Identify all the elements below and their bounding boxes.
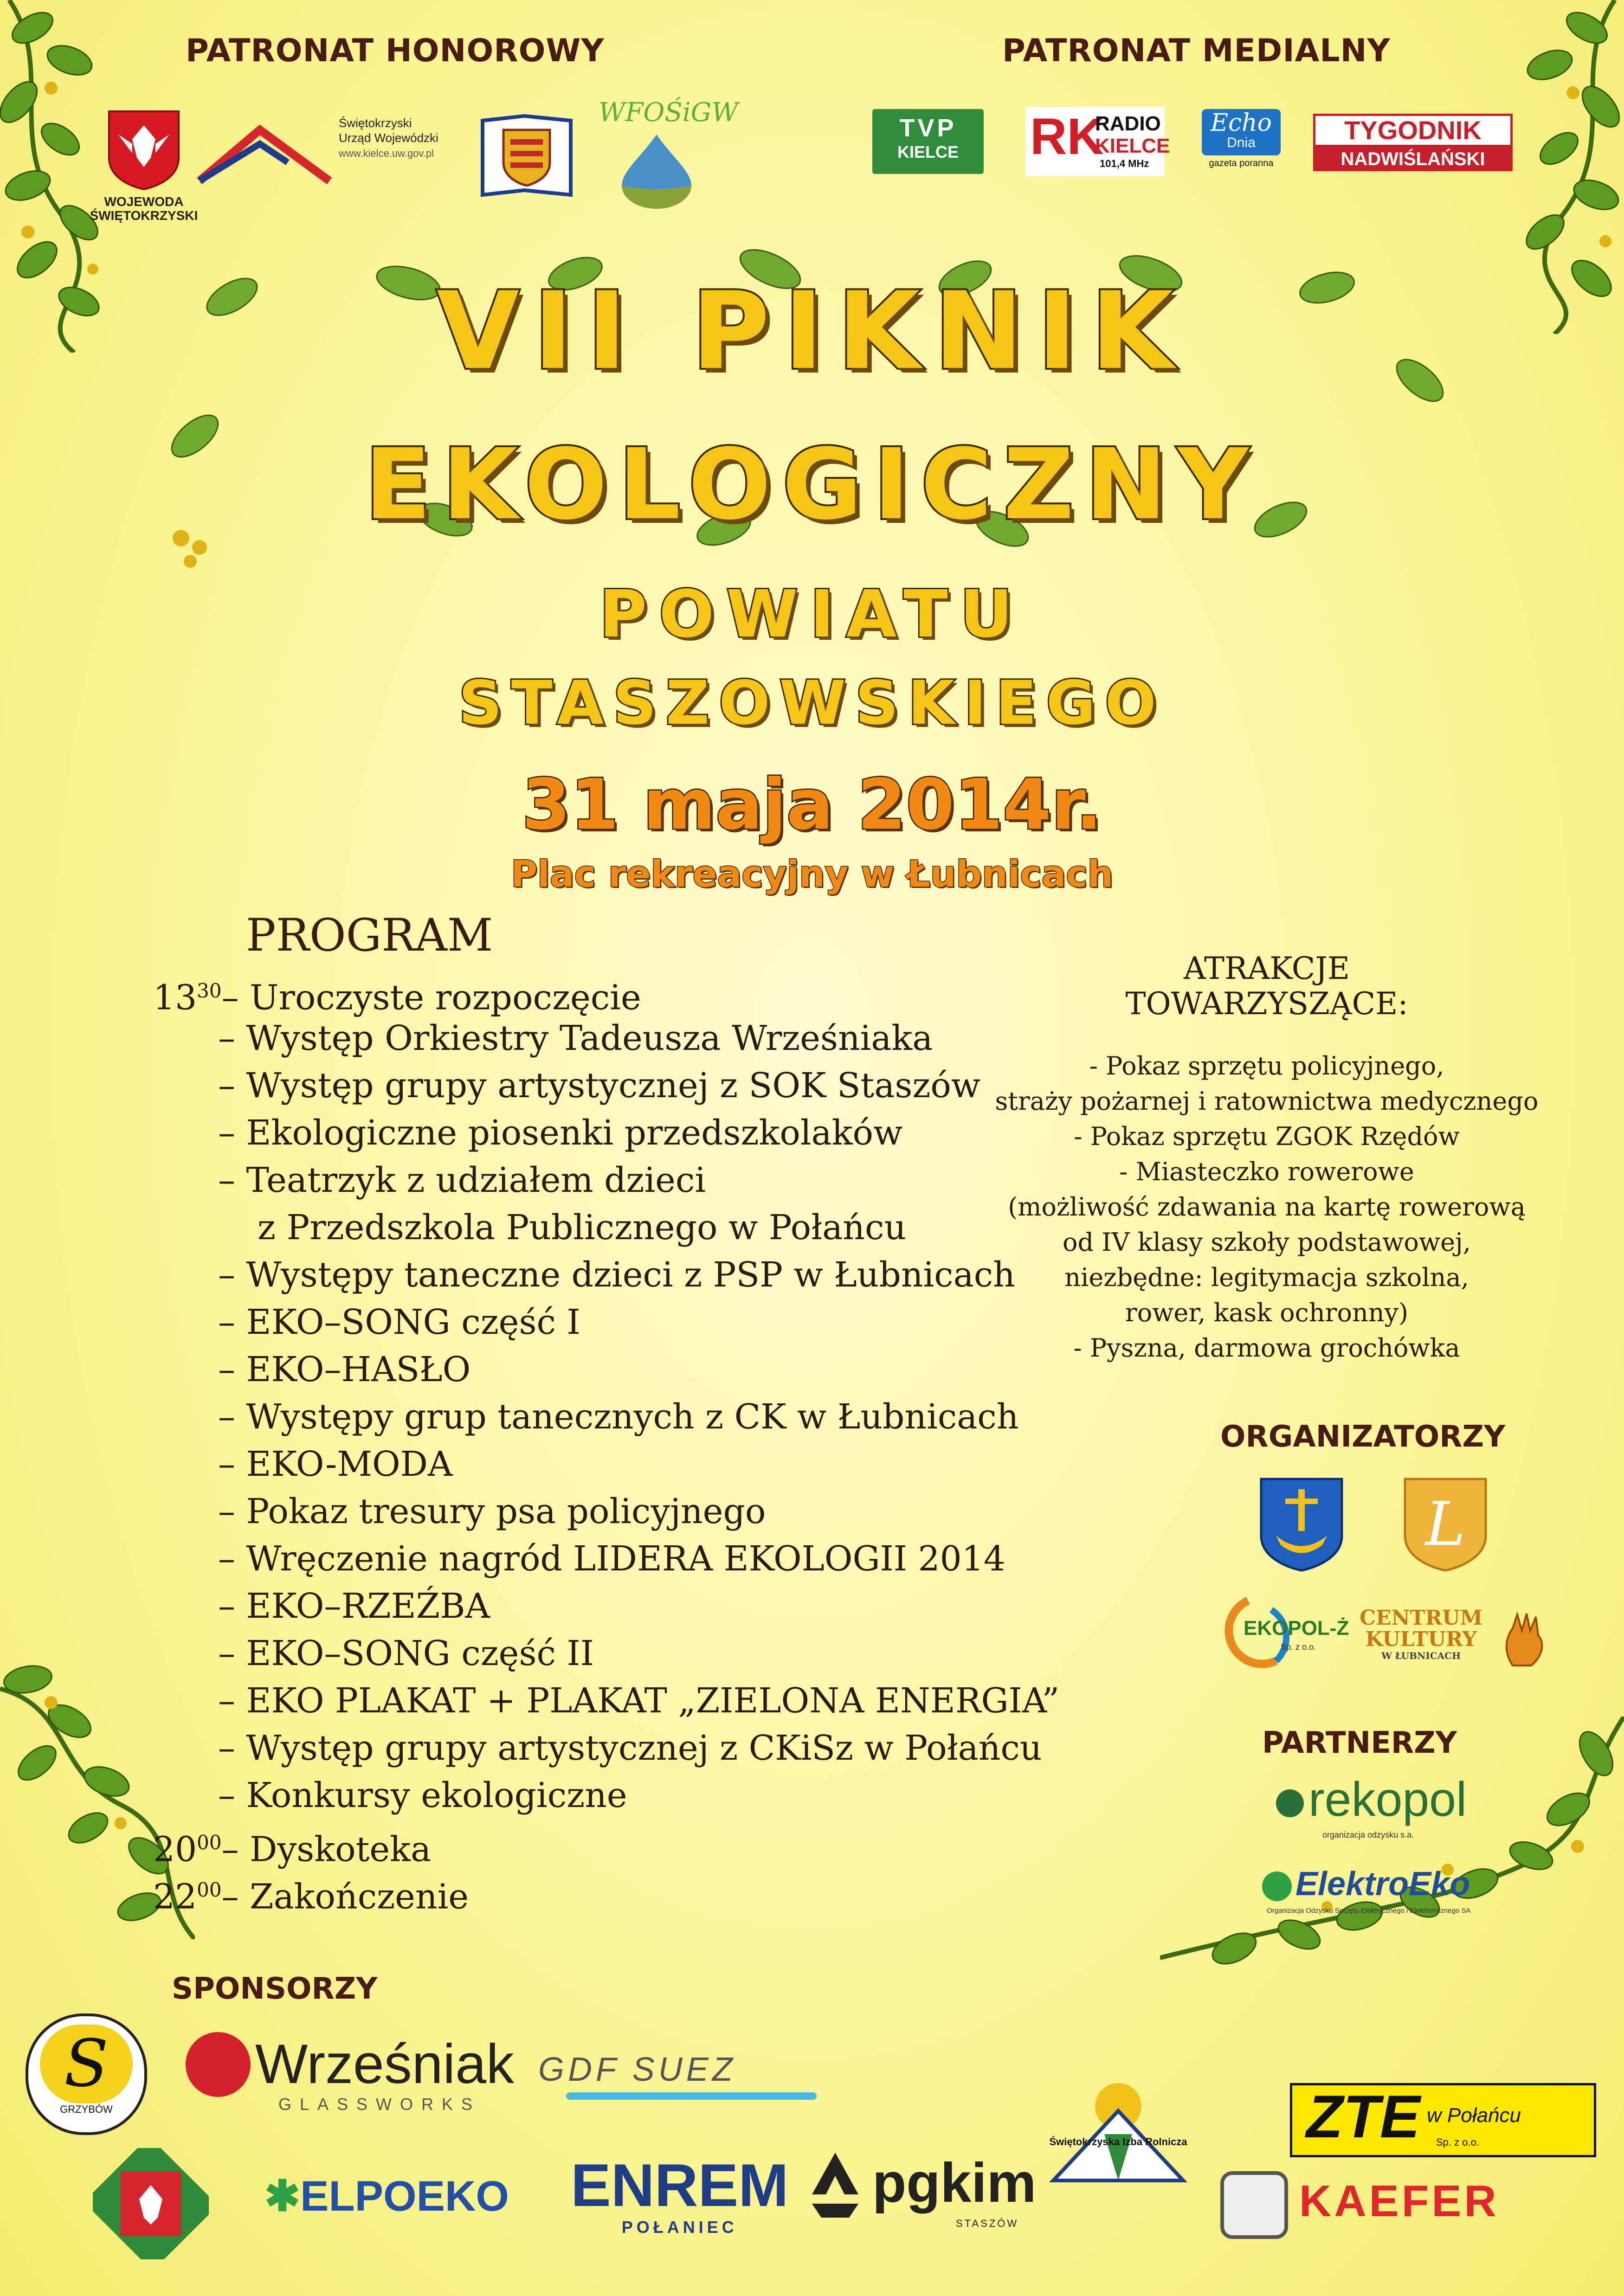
program-item xyxy=(258,1204,906,1251)
wrzesniak-icon xyxy=(186,2032,251,2097)
event-date: 31 maja 2014r. xyxy=(522,765,1102,845)
centrum-kultury-logo xyxy=(1360,1608,1482,1661)
attraction-line: (możliwość zdawania na kartę rowerową xyxy=(1008,1192,1526,1222)
svg-text:L: L xyxy=(1425,1489,1466,1559)
program-item xyxy=(218,1299,580,1346)
program-item-text: – EKO–RZEŹBA xyxy=(218,1586,490,1626)
title-line-3: POWIATU xyxy=(599,577,1025,652)
program-item xyxy=(218,1677,1059,1724)
program-time-minutes: 30 xyxy=(197,979,222,1002)
program-time-minutes: 00 xyxy=(197,1831,222,1854)
centrum-line3: W ŁUBNICACH xyxy=(1381,1650,1461,1661)
centrum-hand-icon xyxy=(1499,1610,1550,1670)
program-item xyxy=(218,1630,594,1677)
program-item-text: – Występy grup tanecznych z CK w Łubnicach xyxy=(218,1397,1019,1437)
echo-dnia-text: Dnia xyxy=(1227,135,1256,150)
program-item xyxy=(153,1866,469,1921)
tygodnik-text: TYGODNIK xyxy=(1313,114,1513,147)
program-item-text: – Ekologiczne piosenki przedszkolaków xyxy=(218,1113,903,1153)
program-item-text: – Występ grupy artystycznej z SOK Staszów xyxy=(218,1066,981,1106)
staszow-powiat-crest-icon xyxy=(1257,1475,1346,1573)
program-item xyxy=(218,1488,766,1535)
kaefer-logo: KAEFER xyxy=(1299,2176,1499,2226)
attraction-line: straży pożarnej i ratownictwa medycznego xyxy=(995,1087,1539,1116)
centrum-line1: CENTRUM xyxy=(1360,1606,1483,1630)
recycle-icon xyxy=(798,2148,872,2222)
elektroeko-text: ElektroEko xyxy=(1295,1865,1470,1903)
centrum-line2: KULTURY xyxy=(1365,1627,1477,1651)
program-item-text: – Uroczyste rozpoczęcie xyxy=(221,978,641,1018)
attractions-heading-line1: ATRAKCJE xyxy=(1183,951,1350,986)
kaefer-icon xyxy=(1220,2171,1288,2239)
attraction-line: - Miasteczko rowerowe xyxy=(1119,1157,1414,1186)
attractions-list xyxy=(974,1048,1559,1366)
rekopol-sub: organizacja odzysku s.a. xyxy=(1322,1830,1414,1839)
program-item xyxy=(218,1251,1015,1299)
ekopol-label: EKOPOL-Ż xyxy=(1244,1617,1349,1640)
program-item xyxy=(218,1393,1018,1441)
program-item-text: – Zakończenie xyxy=(221,1877,469,1917)
event-place: Plac rekreacyjny w Łubnicach xyxy=(510,854,1114,895)
pgkim-sub: STASZÓW xyxy=(956,2218,1019,2229)
attractions-heading-line2: TOWARZYSZĄCE: xyxy=(1125,986,1408,1022)
elpoeko-text: ELPOEKO xyxy=(300,2173,509,2220)
patronat-honorowy-heading: PATRONAT HONOROWY xyxy=(186,32,605,69)
program-item xyxy=(218,1157,706,1204)
enrem-text: ENREM xyxy=(571,2151,789,2219)
izba-rolnicza-logo xyxy=(1049,2078,1188,2218)
rekopol-text: rekopol xyxy=(1308,1773,1467,1827)
program-item xyxy=(218,1772,627,1819)
program-item-text: – Konkursy ekologiczne xyxy=(218,1775,627,1815)
wfosigw-label: WFOŚiGW xyxy=(599,97,738,128)
program-item xyxy=(218,1724,1042,1772)
rekopol-icon xyxy=(1276,1789,1304,1817)
program-item xyxy=(218,1441,452,1488)
organizers-heading: ORGANIZATORZY xyxy=(1220,1420,1506,1454)
radio-frequency: 101,4 MHz xyxy=(1100,158,1149,169)
program-time-minutes: 00 xyxy=(197,1878,222,1901)
gdf-suez-underline xyxy=(566,2092,817,2100)
program-item-text: – Występy taneczne dzieci z PSP w Łubnicach xyxy=(218,1255,1015,1295)
zte-sp: Sp. z o.o. xyxy=(1436,2136,1479,2148)
title-line-4: STASZOWSKIEGO xyxy=(458,668,1166,738)
program-time: 20 xyxy=(153,1829,197,1870)
wojewoda-caption: WOJEWODA ŚWIĘTOKRZYSKI xyxy=(90,194,198,223)
program-item xyxy=(218,1062,980,1109)
program-item-text: – EKO–SONG część I xyxy=(218,1302,580,1342)
zte-logo xyxy=(1290,2083,1596,2157)
attraction-line: - Pokaz sprzętu ZGOK Rzędów xyxy=(1074,1122,1460,1151)
program-item-text: – EKO–HASŁO xyxy=(218,1350,471,1389)
radio-text: RADIO xyxy=(1095,112,1161,135)
program-heading: PROGRAM xyxy=(246,909,493,961)
attraction-line: od IV klasy szkoły podstawowej, xyxy=(1063,1228,1471,1257)
tvp-kielce-text: KIELCE xyxy=(897,142,959,161)
program-item xyxy=(218,1535,1005,1582)
izba-rolnicza-text: Świętokrzyska Izba Rolnicza xyxy=(1049,2136,1187,2148)
nadwislanski-text: NADWIŚLAŃSKI xyxy=(1313,147,1513,171)
program-item xyxy=(218,1015,933,1062)
attraction-line: - Pyszna, darmowa grochówka xyxy=(1073,1333,1460,1363)
program-item-text: – Występ Orkiestry Tadeusza Wrześniaka xyxy=(218,1018,933,1058)
program-item xyxy=(218,1346,470,1393)
program-item-text: – EKO–SONG część II xyxy=(218,1634,594,1673)
program-item-text: – Wręczenie nagród LIDERA EKOLOGII 2014 xyxy=(218,1539,1005,1579)
grzybow-icon: S xyxy=(40,2025,133,2103)
program-item-text: – EKO PLAKAT + PLAKAT „ZIELONA ENERGIA” xyxy=(218,1681,1060,1721)
urzad-url: www.kielce.uw.gov.pl xyxy=(339,148,434,159)
program-item-text: – Dyskoteka xyxy=(221,1829,432,1870)
elektroeko-icon xyxy=(1262,1872,1292,1901)
echo-dnia-logo xyxy=(1202,109,1281,179)
program-item-text: z Przedszkola Publicznego w Połańcu xyxy=(258,1208,907,1248)
program-item-text: – Pokaz tresury psa policyjnego xyxy=(218,1492,766,1531)
program-item-text: – Występ grupy artystycznej z CKiSz w Połańcu xyxy=(218,1728,1042,1768)
program-time: 22 xyxy=(153,1877,197,1917)
patronat-medialny-heading: PATRONAT MEDIALNY xyxy=(1002,32,1391,69)
program-item xyxy=(218,1582,490,1630)
powiat-crest-sponsor-icon xyxy=(93,2148,209,2259)
pgkim-text: pgkim xyxy=(872,2152,1037,2214)
gdf-suez-logo: GDF SUEZ xyxy=(538,2051,736,2088)
enrem-sub: POŁANIEC xyxy=(621,2218,738,2237)
program-item-text: – EKO-MODA xyxy=(218,1444,453,1484)
lubnice-gmina-crest-icon xyxy=(1401,1475,1489,1573)
echo-subtitle: gazeta poranna xyxy=(1209,158,1274,168)
elektroeko-logo xyxy=(1262,1865,1470,1903)
partners-heading: PARTNERZY xyxy=(1262,1726,1457,1760)
program-item-text: – Teatrzyk z udziałem dzieci xyxy=(218,1160,706,1200)
zte-sub: w Połańcu xyxy=(1427,2104,1521,2127)
glassworks-text: GLASSWORKS xyxy=(278,2095,481,2114)
enrem-logo xyxy=(571,2153,788,2237)
urzad-line2: Urząd Wojewódzki xyxy=(339,131,438,145)
grzybow-text: GRZYBÓW xyxy=(60,2103,113,2115)
wrzesniak-text: Wrześniak xyxy=(255,2033,514,2095)
sponsors-heading: SPONSORZY xyxy=(172,1972,378,2006)
radio-kielce-text: KIELCE xyxy=(1095,135,1170,157)
tvp-text: TVP xyxy=(899,114,957,142)
elpoeko-star-icon: ✱ xyxy=(264,2173,301,2220)
attraction-line: - Pokaz sprzętu policyjnego, xyxy=(1089,1051,1444,1080)
elektroeko-sub: Organizacja Odzysku Sprzętu Elektrycznego i Elektronicznego SA xyxy=(1267,1907,1471,1915)
attraction-line: niezbędne: legitymacja szkolna, xyxy=(1064,1263,1469,1292)
radio-rk-icon: RK xyxy=(1030,108,1104,165)
tygodnik-nadwislanski-logo xyxy=(1313,114,1513,174)
urzad-line1: Świętokrzyski xyxy=(339,116,412,130)
program-item xyxy=(153,1819,431,1873)
echo-text: Echo xyxy=(1202,109,1281,155)
ekopol-sub: Sp. z o.o. xyxy=(1281,1642,1316,1652)
attractions-heading xyxy=(974,951,1559,1022)
program-time: 13 xyxy=(153,978,197,1018)
attraction-line: rower, kask ochronny) xyxy=(1125,1298,1409,1327)
elpoeko-logo xyxy=(264,2171,509,2221)
program-item xyxy=(153,967,641,1022)
title-line-1: VII PIKNIK xyxy=(437,270,1187,393)
rekopol-logo xyxy=(1276,1772,1467,1827)
zte-text: ZTE xyxy=(1306,2083,1420,2150)
title-line-2: EKOLOGICZNY xyxy=(364,428,1260,541)
grzybow-logo xyxy=(26,2013,147,2135)
izba-rolnicza-icon xyxy=(1049,2078,1188,2185)
program-item xyxy=(218,1109,902,1157)
